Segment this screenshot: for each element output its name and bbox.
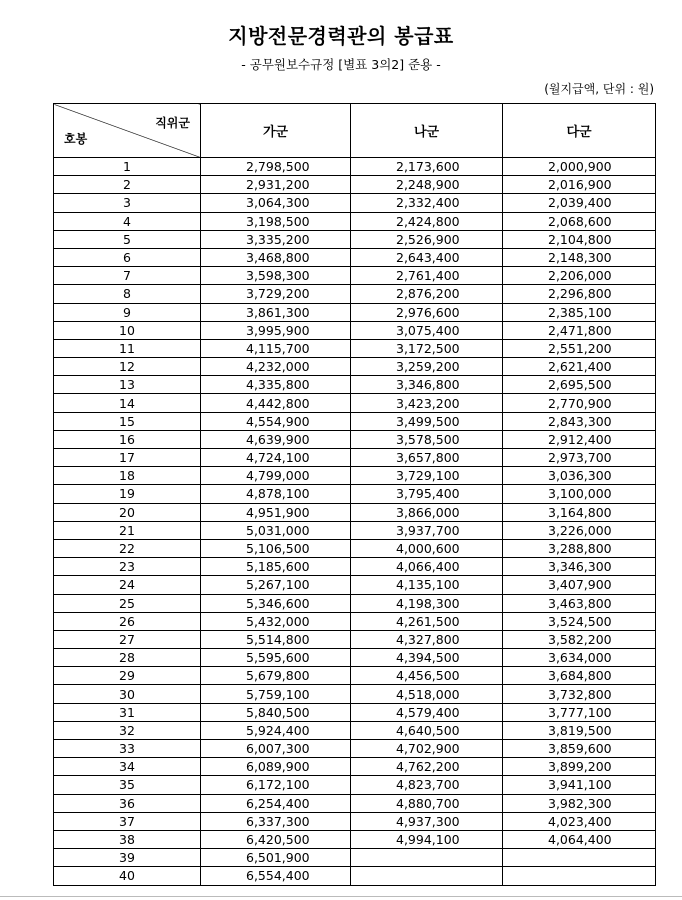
- salary-ga: 5,924,400: [201, 721, 351, 739]
- salary-ga: 4,442,800: [201, 394, 351, 412]
- column-header-da: 다군: [503, 104, 656, 158]
- salary-da: 3,777,100: [503, 703, 656, 721]
- salary-ga: 4,554,900: [201, 412, 351, 430]
- step-number: 30: [54, 685, 201, 703]
- salary-na: 3,729,100: [351, 467, 503, 485]
- salary-ga: 3,861,300: [201, 303, 351, 321]
- salary-da: 3,941,100: [503, 776, 656, 794]
- salary-ga: 4,232,000: [201, 358, 351, 376]
- salary-ga: 3,335,200: [201, 230, 351, 248]
- table-row: [54, 740, 656, 758]
- page-subtitle: - 공무원보수규정 [별표 3의2] 준용 -: [241, 57, 441, 72]
- step-number: 23: [54, 558, 201, 576]
- salary-da: 3,819,500: [503, 721, 656, 739]
- step-number: 2: [54, 176, 201, 194]
- step-number: 5: [54, 230, 201, 248]
- step-number: 17: [54, 449, 201, 467]
- step-number: 34: [54, 758, 201, 776]
- table-row: [54, 758, 656, 776]
- salary-ga: 2,931,200: [201, 176, 351, 194]
- salary-na: 3,259,200: [351, 358, 503, 376]
- salary-na: 4,394,500: [351, 649, 503, 667]
- table-row: [54, 867, 656, 885]
- table-row: [54, 667, 656, 685]
- table-row: [54, 649, 656, 667]
- column-header-ga: 가군: [201, 104, 351, 158]
- step-number: 35: [54, 776, 201, 794]
- step-number: 24: [54, 576, 201, 594]
- salary-na: [351, 849, 503, 867]
- salary-na: 3,172,500: [351, 339, 503, 357]
- salary-ga: 5,840,500: [201, 703, 351, 721]
- step-number: 9: [54, 303, 201, 321]
- salary-da: 3,859,600: [503, 740, 656, 758]
- salary-ga: 3,598,300: [201, 267, 351, 285]
- salary-da: 3,524,500: [503, 612, 656, 630]
- table-row: [54, 467, 656, 485]
- table-row: [54, 776, 656, 794]
- salary-na: 3,423,200: [351, 394, 503, 412]
- salary-da: 2,770,900: [503, 394, 656, 412]
- table-row: [54, 449, 656, 467]
- salary-na: 4,327,800: [351, 630, 503, 648]
- table-row: [54, 321, 656, 339]
- salary-na: 3,346,800: [351, 376, 503, 394]
- salary-na: 3,866,000: [351, 503, 503, 521]
- step-number: 38: [54, 830, 201, 848]
- salary-na: 4,261,500: [351, 612, 503, 630]
- table-row: [54, 558, 656, 576]
- table-row: [54, 594, 656, 612]
- salary-ga: 4,639,900: [201, 430, 351, 448]
- table-row: [54, 176, 656, 194]
- corner-label-step: 호봉: [64, 132, 88, 146]
- step-number: 21: [54, 521, 201, 539]
- salary-da: 3,346,300: [503, 558, 656, 576]
- table-row: [54, 394, 656, 412]
- salary-na: 4,135,100: [351, 576, 503, 594]
- salary-na: 3,578,500: [351, 430, 503, 448]
- salary-na: 4,066,400: [351, 558, 503, 576]
- salary-ga: 4,951,900: [201, 503, 351, 521]
- table-row: [54, 230, 656, 248]
- salary-na: 2,876,200: [351, 285, 503, 303]
- step-number: 3: [54, 194, 201, 212]
- step-number: 39: [54, 849, 201, 867]
- salary-ga: 5,346,600: [201, 594, 351, 612]
- step-number: 22: [54, 539, 201, 557]
- salary-da: [503, 867, 656, 885]
- salary-da: 2,385,100: [503, 303, 656, 321]
- salary-da: 2,695,500: [503, 376, 656, 394]
- table-row: [54, 267, 656, 285]
- step-number: 33: [54, 740, 201, 758]
- table-row: [54, 830, 656, 848]
- header-row: [54, 104, 656, 158]
- salary-na: 4,823,700: [351, 776, 503, 794]
- salary-da: 4,023,400: [503, 812, 656, 830]
- salary-na: 4,000,600: [351, 539, 503, 557]
- salary-da: 2,148,300: [503, 248, 656, 266]
- table-row: [54, 703, 656, 721]
- salary-na: 4,994,100: [351, 830, 503, 848]
- page-bottom-rule: [0, 896, 682, 897]
- salary-da: 3,684,800: [503, 667, 656, 685]
- step-number: 18: [54, 467, 201, 485]
- salary-na: 2,643,400: [351, 248, 503, 266]
- table-row: [54, 412, 656, 430]
- table-row: [54, 630, 656, 648]
- corner-header: [54, 104, 201, 158]
- step-number: 12: [54, 358, 201, 376]
- table-row: [54, 794, 656, 812]
- salary-da: 2,621,400: [503, 358, 656, 376]
- column-header-na: 나군: [351, 104, 503, 158]
- salary-na: 4,880,700: [351, 794, 503, 812]
- salary-da: 2,039,400: [503, 194, 656, 212]
- table-row: [54, 194, 656, 212]
- salary-ga: 6,007,300: [201, 740, 351, 758]
- step-number: 28: [54, 649, 201, 667]
- salary-ga: 5,595,600: [201, 649, 351, 667]
- salary-ga: 5,185,600: [201, 558, 351, 576]
- step-number: 7: [54, 267, 201, 285]
- salary-na: 2,761,400: [351, 267, 503, 285]
- salary-ga: 6,501,900: [201, 849, 351, 867]
- step-number: 20: [54, 503, 201, 521]
- table-row: [54, 612, 656, 630]
- salary-da: 2,000,900: [503, 158, 656, 176]
- salary-ga: 5,432,000: [201, 612, 351, 630]
- salary-da: 3,732,800: [503, 685, 656, 703]
- salary-da: 3,288,800: [503, 539, 656, 557]
- salary-na: 4,198,300: [351, 594, 503, 612]
- salary-ga: 3,995,900: [201, 321, 351, 339]
- salary-da: 2,104,800: [503, 230, 656, 248]
- step-number: 4: [54, 212, 201, 230]
- salary-na: 2,526,900: [351, 230, 503, 248]
- step-number: 16: [54, 430, 201, 448]
- step-number: 11: [54, 339, 201, 357]
- salary-ga: 6,089,900: [201, 758, 351, 776]
- table-row: [54, 248, 656, 266]
- salary-ga: 3,064,300: [201, 194, 351, 212]
- salary-da: 2,973,700: [503, 449, 656, 467]
- salary-ga: 4,799,000: [201, 467, 351, 485]
- table-row: [54, 430, 656, 448]
- salary-na: [351, 867, 503, 885]
- salary-da: 2,016,900: [503, 176, 656, 194]
- salary-na: 4,640,500: [351, 721, 503, 739]
- salary-ga: 3,729,200: [201, 285, 351, 303]
- table-row: [54, 358, 656, 376]
- salary-na: 4,702,900: [351, 740, 503, 758]
- salary-na: 3,499,500: [351, 412, 503, 430]
- table-row: [54, 849, 656, 867]
- step-number: 40: [54, 867, 201, 885]
- table-row: [54, 812, 656, 830]
- salary-da: 3,036,300: [503, 467, 656, 485]
- table-row: [54, 521, 656, 539]
- salary-ga: 5,514,800: [201, 630, 351, 648]
- salary-na: 2,424,800: [351, 212, 503, 230]
- salary-na: 4,518,000: [351, 685, 503, 703]
- salary-da: 3,582,200: [503, 630, 656, 648]
- table-row: [54, 376, 656, 394]
- salary-da: 4,064,400: [503, 830, 656, 848]
- salary-na: 3,075,400: [351, 321, 503, 339]
- corner-label-position-group: 직위군: [155, 116, 190, 130]
- step-number: 1: [54, 158, 201, 176]
- table-row: [54, 485, 656, 503]
- salary-na: 3,937,700: [351, 521, 503, 539]
- salary-ga: 4,115,700: [201, 339, 351, 357]
- salary-na: 2,248,900: [351, 176, 503, 194]
- salary-na: 4,762,200: [351, 758, 503, 776]
- salary-table: [53, 103, 656, 886]
- salary-da: 2,912,400: [503, 430, 656, 448]
- salary-da: 3,226,000: [503, 521, 656, 539]
- salary-da: 3,407,900: [503, 576, 656, 594]
- table-row: [54, 212, 656, 230]
- step-number: 31: [54, 703, 201, 721]
- step-number: 32: [54, 721, 201, 739]
- salary-da: 2,471,800: [503, 321, 656, 339]
- table-row: [54, 158, 656, 176]
- salary-ga: 6,554,400: [201, 867, 351, 885]
- page-title: 지방전문경력관의 봉급표: [228, 24, 454, 48]
- salary-ga: 5,031,000: [201, 521, 351, 539]
- step-number: 26: [54, 612, 201, 630]
- salary-ga: 4,724,100: [201, 449, 351, 467]
- step-number: 15: [54, 412, 201, 430]
- step-number: 36: [54, 794, 201, 812]
- salary-da: 3,634,000: [503, 649, 656, 667]
- salary-na: 2,332,400: [351, 194, 503, 212]
- salary-ga: 5,106,500: [201, 539, 351, 557]
- step-number: 29: [54, 667, 201, 685]
- table-row: [54, 285, 656, 303]
- salary-ga: 6,337,300: [201, 812, 351, 830]
- salary-na: 2,173,600: [351, 158, 503, 176]
- salary-ga: 3,198,500: [201, 212, 351, 230]
- table-row: [54, 685, 656, 703]
- salary-na: 2,976,600: [351, 303, 503, 321]
- salary-da: 3,982,300: [503, 794, 656, 812]
- salary-da: [503, 849, 656, 867]
- salary-ga: 4,878,100: [201, 485, 351, 503]
- salary-ga: 5,679,800: [201, 667, 351, 685]
- salary-ga: 5,759,100: [201, 685, 351, 703]
- step-number: 14: [54, 394, 201, 412]
- step-number: 37: [54, 812, 201, 830]
- salary-na: 4,937,300: [351, 812, 503, 830]
- salary-da: 3,899,200: [503, 758, 656, 776]
- salary-da: 2,843,300: [503, 412, 656, 430]
- salary-da: 2,296,800: [503, 285, 656, 303]
- step-number: 10: [54, 321, 201, 339]
- salary-da: 3,463,800: [503, 594, 656, 612]
- salary-da: 2,551,200: [503, 339, 656, 357]
- salary-na: 4,456,500: [351, 667, 503, 685]
- salary-ga: 6,254,400: [201, 794, 351, 812]
- salary-na: 3,657,800: [351, 449, 503, 467]
- salary-ga: 2,798,500: [201, 158, 351, 176]
- step-number: 27: [54, 630, 201, 648]
- salary-na: 4,579,400: [351, 703, 503, 721]
- salary-ga: 3,468,800: [201, 248, 351, 266]
- salary-ga: 5,267,100: [201, 576, 351, 594]
- unit-note: (월지급액, 단위 : 원): [544, 82, 654, 96]
- salary-na: 3,795,400: [351, 485, 503, 503]
- step-number: 25: [54, 594, 201, 612]
- table-row: [54, 539, 656, 557]
- salary-da: 2,068,600: [503, 212, 656, 230]
- salary-da: 3,100,000: [503, 485, 656, 503]
- step-number: 6: [54, 248, 201, 266]
- step-number: 13: [54, 376, 201, 394]
- salary-ga: 4,335,800: [201, 376, 351, 394]
- table-row: [54, 339, 656, 357]
- salary-da: 3,164,800: [503, 503, 656, 521]
- table-row: [54, 721, 656, 739]
- table-row: [54, 303, 656, 321]
- salary-da: 2,206,000: [503, 267, 656, 285]
- table-row: [54, 576, 656, 594]
- step-number: 8: [54, 285, 201, 303]
- salary-ga: 6,172,100: [201, 776, 351, 794]
- step-number: 19: [54, 485, 201, 503]
- salary-ga: 6,420,500: [201, 830, 351, 848]
- table-row: [54, 503, 656, 521]
